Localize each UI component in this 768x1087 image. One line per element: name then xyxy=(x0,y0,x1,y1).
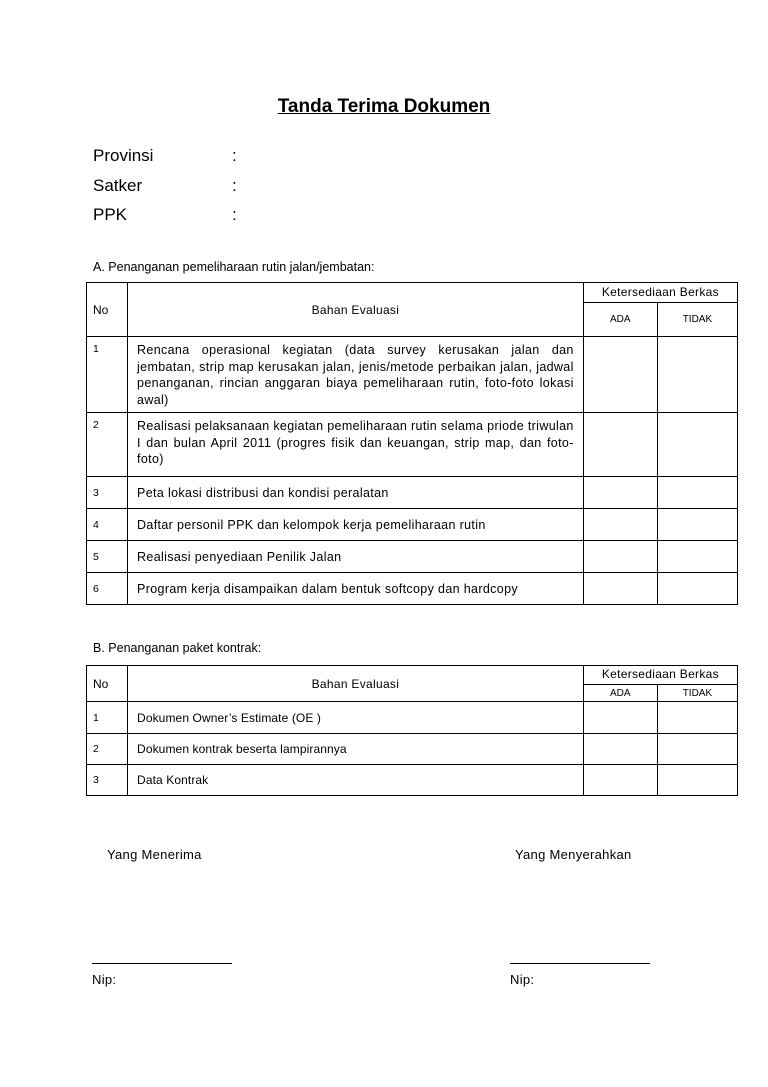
signature-right-line xyxy=(510,963,650,964)
row-number: 2 xyxy=(87,413,128,477)
field-colon: : xyxy=(232,146,237,165)
column-header-bahan: Bahan Evaluasi xyxy=(128,283,584,337)
checkbox-ada[interactable] xyxy=(583,509,657,541)
section-a-table xyxy=(86,282,738,605)
signature-left-role: Yang Menerima xyxy=(107,847,202,862)
checkbox-ada[interactable] xyxy=(583,477,657,509)
signature-right-nip: Nip: xyxy=(510,972,535,987)
checkbox-ada[interactable] xyxy=(583,734,657,765)
checkbox-ada[interactable] xyxy=(583,337,657,413)
column-header-ada: ADA xyxy=(583,303,657,337)
table-row xyxy=(87,413,738,477)
checkbox-ada[interactable] xyxy=(583,765,657,796)
checkbox-tidak[interactable] xyxy=(657,702,737,734)
row-number: 2 xyxy=(87,734,128,765)
field-label: Satker xyxy=(93,176,143,195)
table-header-row xyxy=(87,666,738,685)
row-bahan: Realisasi pelaksanaan kegiatan pemeliharaan rutin selama priode triwulan I dan bulan April 2011 (progres fisik dan keuangan, strip map, dan foto-foto) xyxy=(128,413,584,477)
checkbox-tidak[interactable] xyxy=(657,509,737,541)
checkbox-tidak[interactable] xyxy=(657,337,737,413)
row-bahan: Data Kontrak xyxy=(128,765,584,796)
checkbox-tidak[interactable] xyxy=(657,765,737,796)
checkbox-ada[interactable] xyxy=(583,702,657,734)
column-header-ketersediaan: Ketersediaan Berkas xyxy=(583,666,737,685)
row-number: 1 xyxy=(87,337,128,413)
row-number: 5 xyxy=(87,541,128,573)
signature-right-role: Yang Menyerahkan xyxy=(515,847,632,862)
section-b-table xyxy=(86,665,738,796)
document-title: Tanda Terima Dokumen xyxy=(277,96,491,117)
column-header-ketersediaan: Ketersediaan Berkas xyxy=(583,283,737,303)
row-bahan: Dokumen Owner’s Estimate (OE ) xyxy=(128,702,584,734)
table-row xyxy=(87,477,738,509)
signature-left-nip: Nip: xyxy=(92,972,117,987)
checkbox-tidak[interactable] xyxy=(657,477,737,509)
row-number: 1 xyxy=(87,702,128,734)
table-row xyxy=(87,541,738,573)
row-number: 4 xyxy=(87,509,128,541)
row-bahan: Rencana operasional kegiatan (data survey kerusakan jalan dan jembatan, strip map kerusakan jalan, jenis/metode perbaikan jalan, jadwal penanganan, rincian anggaran biaya pemeliharaan rutin, foto-foto lokasi awal) xyxy=(128,337,584,413)
column-header-bahan: Bahan Evaluasi xyxy=(128,666,584,702)
checkbox-tidak[interactable] xyxy=(657,573,737,605)
table-row xyxy=(87,702,738,734)
checkbox-ada[interactable] xyxy=(583,573,657,605)
field-colon: : xyxy=(232,176,237,195)
checkbox-tidak[interactable] xyxy=(657,734,737,765)
section-b-title: B. Penanganan paket kontrak: xyxy=(93,641,262,655)
table-header-row xyxy=(87,283,738,303)
column-header-tidak: TIDAK xyxy=(657,685,737,702)
table-row xyxy=(87,765,738,796)
table-row xyxy=(87,509,738,541)
checkbox-tidak[interactable] xyxy=(657,413,737,477)
section-a-title: A. Penanganan pemeliharaan rutin jalan/jembatan: xyxy=(93,260,375,274)
checkbox-tidak[interactable] xyxy=(657,541,737,573)
column-header-no: No xyxy=(87,666,128,702)
field-label: Provinsi xyxy=(93,146,154,165)
column-header-tidak: TIDAK xyxy=(657,303,737,337)
row-bahan: Dokumen kontrak beserta lampirannya xyxy=(128,734,584,765)
row-bahan: Peta lokasi distribusi dan kondisi peralatan xyxy=(128,477,584,509)
checkbox-ada[interactable] xyxy=(583,541,657,573)
field-colon: : xyxy=(232,205,237,224)
column-header-no: No xyxy=(87,283,128,337)
row-bahan: Program kerja disampaikan dalam bentuk softcopy dan hardcopy xyxy=(128,573,584,605)
row-bahan: Realisasi penyediaan Penilik Jalan xyxy=(128,541,584,573)
table-row xyxy=(87,734,738,765)
field-label: PPK xyxy=(93,205,128,224)
signature-left-line xyxy=(92,963,232,964)
row-number: 3 xyxy=(87,477,128,509)
table-row xyxy=(87,337,738,413)
checkbox-ada[interactable] xyxy=(583,413,657,477)
column-header-ada: ADA xyxy=(583,685,657,702)
row-number: 6 xyxy=(87,573,128,605)
row-bahan: Daftar personil PPK dan kelompok kerja pemeliharaan rutin xyxy=(128,509,584,541)
table-row xyxy=(87,573,738,605)
row-number: 3 xyxy=(87,765,128,796)
